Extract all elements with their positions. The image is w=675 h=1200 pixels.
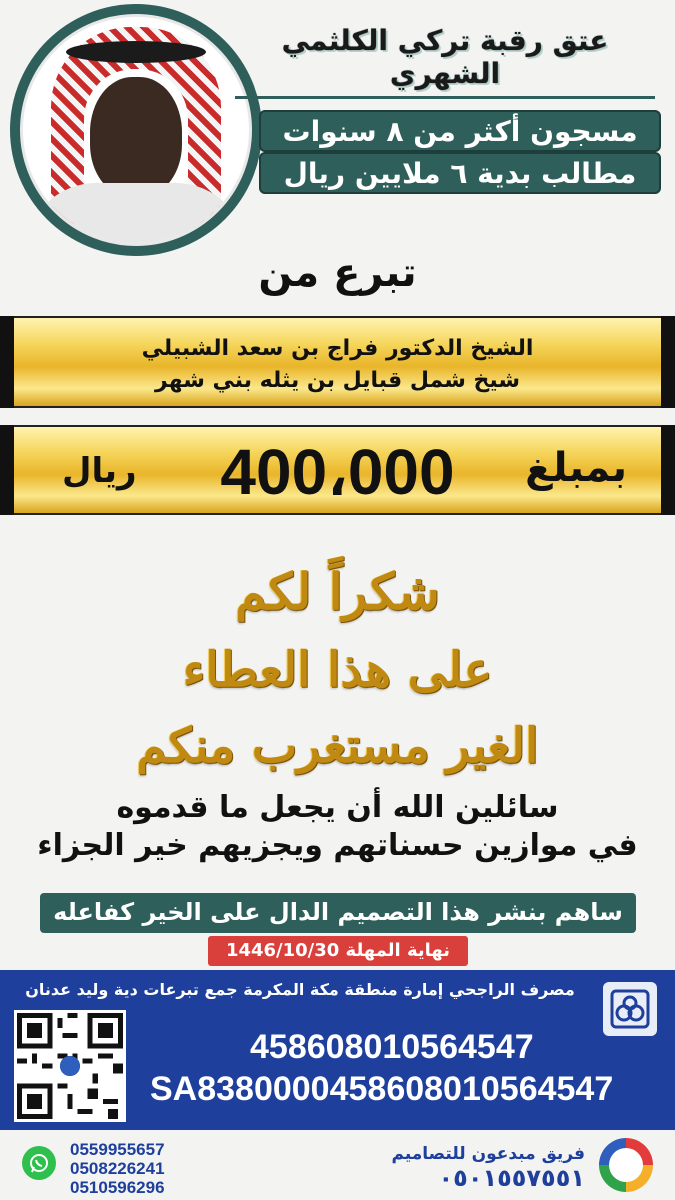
phone-2: 0508226241: [70, 1159, 165, 1178]
thanks-line-2: على هذا العطاء: [182, 642, 493, 698]
design-team-phone: ٠٥٠١٥٥٧٥٥١: [438, 1164, 585, 1192]
prison-info: مسجون أكثر من ٨ سنوات: [259, 110, 661, 152]
design-team-name: فريق مبدعون للتصاميم: [391, 1144, 585, 1164]
prayer-line-2: في موازين حسناتهم ويجزيهم خير الجزاء: [37, 828, 638, 863]
donation-label: تبرع من: [258, 250, 417, 296]
amount-banner: [0, 425, 675, 515]
thanks-line-1: شكراً لكم: [235, 562, 440, 621]
bank-logo-icon: [603, 982, 657, 1036]
whatsapp-icon: [22, 1146, 56, 1180]
amount-prefix: بمبلغ: [525, 445, 627, 491]
share-banner: ساهم بنشر هذا التصميم الدال على الخير كفاعله: [40, 893, 636, 933]
page-title: عتق رقبة تركي الكلثمي الشهري: [235, 24, 655, 99]
footer: [0, 1130, 675, 1200]
portrait-photo: [20, 14, 252, 246]
contact-phones: [70, 1140, 165, 1197]
bank-panel: [0, 970, 675, 1130]
prayer-line-1: سائلين الله أن يجعل ما قدموه: [116, 790, 559, 825]
thanks-line-3: الغير مستغرب منكم: [136, 718, 539, 774]
phone-1: 0559955657: [70, 1140, 165, 1159]
face-shape: [90, 77, 182, 197]
iban-number: SA8380000458608010564547: [150, 1070, 614, 1108]
donor-title: شيخ شمل قبايل بن يثله بني شهر: [155, 368, 520, 393]
account-number: 458608010564547: [250, 1028, 534, 1066]
donor-banner: [0, 316, 675, 408]
igal-shape: [66, 41, 206, 63]
qr-code-icon: [14, 1010, 126, 1122]
amount-currency: ريال: [62, 451, 137, 491]
phone-3: 0510596296: [70, 1178, 165, 1197]
blood-money-info: مطالب بدية ٦ ملايين ريال: [259, 152, 661, 194]
deadline-badge: نهاية المهلة 1446/10/30: [208, 936, 468, 966]
bank-header: مصرف الراجحي إمارة منطقة مكة المكرمة جمع تبرعات دية وليد عدنان: [25, 980, 575, 999]
donor-name: الشيخ الدكتور فراج بن سعد الشبيلي: [141, 336, 534, 361]
amount-value: 400،000: [220, 436, 455, 508]
portrait-frame: [10, 4, 262, 256]
team-logo-icon: [599, 1138, 653, 1192]
